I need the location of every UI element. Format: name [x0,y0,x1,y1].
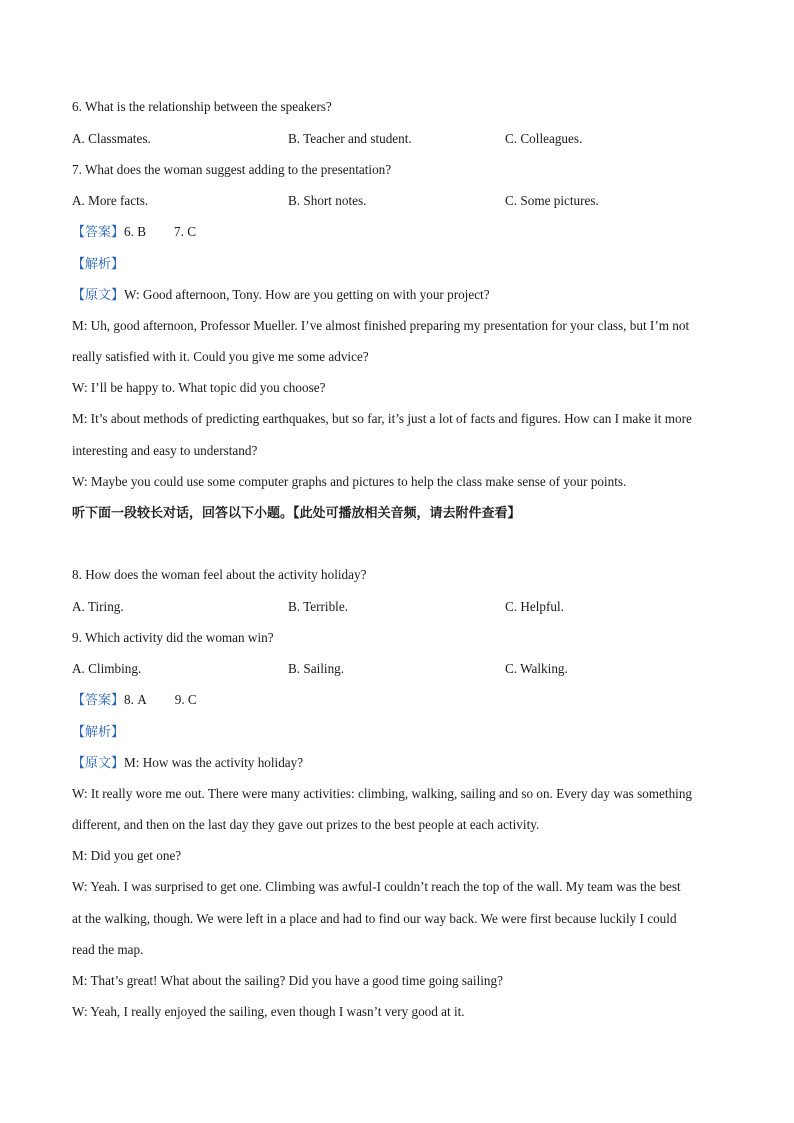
q8-option-c: C. Helpful. [505,599,564,614]
answer-tag: 【答案】 [72,693,125,708]
transcript-tag: 【原文】 [72,288,125,303]
listening-instruction: 听下面一段较长对话，回答以下小题。【此处可播放相关音频，请去附件查看】 [72,506,521,521]
transcript-line: W: Maybe you could use some computer graphs and pictures to help the class make sense of your points. [72,474,627,489]
answer-line-2 [72,692,197,709]
question-8: 8. How does the woman feel about the activity holiday? [72,567,367,582]
q9-option-b: B. Sailing. [288,661,345,676]
analysis-tag-1 [72,256,124,273]
q7-option-c: C. Some pictures. [505,193,599,208]
q6-option-c: C. Colleagues. [505,131,583,146]
question-7: 7. What does the woman suggest adding to the presentation? [72,162,392,177]
transcript-line: W: I’ll be happy to. What topic did you choose? [72,380,326,395]
transcript-line: M: Did you get one? [72,848,182,863]
transcript-tag: 【原文】 [72,756,125,771]
transcript-line: W: Yeah, I really enjoyed the sailing, even though I wasn’t very good at it. [72,1004,465,1019]
question-6: 6. What is the relationship between the speakers? [72,99,332,114]
answer-7: 7. C [174,224,196,239]
question-9: 9. Which activity did the woman win? [72,630,274,645]
analysis-tag-2 [72,724,124,741]
transcript-line: M: That’s great! What about the sailing? Did you have a good time going sailing? [72,973,503,988]
q9-option-a: A. Climbing. [72,661,142,676]
q8-option-a: A. Tiring. [72,599,124,614]
q7-option-a: A. More facts. [72,193,149,208]
transcript-text: W: Good afternoon, Tony. How are you getting on with your project? [124,287,490,302]
transcript-line: W: It really wore me out. There were many activities: climbing, walking, sailing and so on. Every day was something [72,786,693,801]
transcript-line: M: It’s about methods of predicting earthquakes, but so far, it’s just a lot of facts and figures. How can I make it more [72,411,692,426]
q9-option-c: C. Walking. [505,661,568,676]
answer-line-1 [72,224,196,241]
transcript-line: at the walking, though. We were left in a place and had to find our way back. We were first because luckily I could [72,911,677,926]
transcript-line: W: Yeah. I was surprised to get one. Climbing was awful-I couldn’t reach the top of the wall. My team was the best [72,879,681,894]
transcript-line: different, and then on the last day they gave out prizes to the best people at each activity. [72,817,540,832]
transcript-line [72,287,490,304]
transcript-line: interesting and easy to understand? [72,443,258,458]
q6-option-b: B. Teacher and student. [288,131,412,146]
transcript-line: M: Uh, good afternoon, Professor Mueller. I’ve almost finished preparing my presentation for your class, but I’m not [72,318,690,333]
answer-8: 8. A [124,692,147,707]
q8-option-b: B. Terrible. [288,599,348,614]
analysis-tag: 【解析】 [72,257,125,272]
q7-option-b: B. Short notes. [288,193,367,208]
transcript-line: read the map. [72,942,144,957]
q6-option-a: A. Classmates. [72,131,151,146]
transcript-line [72,755,303,772]
answer-9: 9. C [174,692,197,707]
transcript-text: M: How was the activity holiday? [124,755,304,770]
transcript-line: really satisfied with it. Could you give me some advice? [72,349,369,364]
analysis-tag: 【解析】 [72,725,125,740]
answer-tag: 【答案】 [72,225,125,240]
answer-6: 6. B [124,224,146,239]
